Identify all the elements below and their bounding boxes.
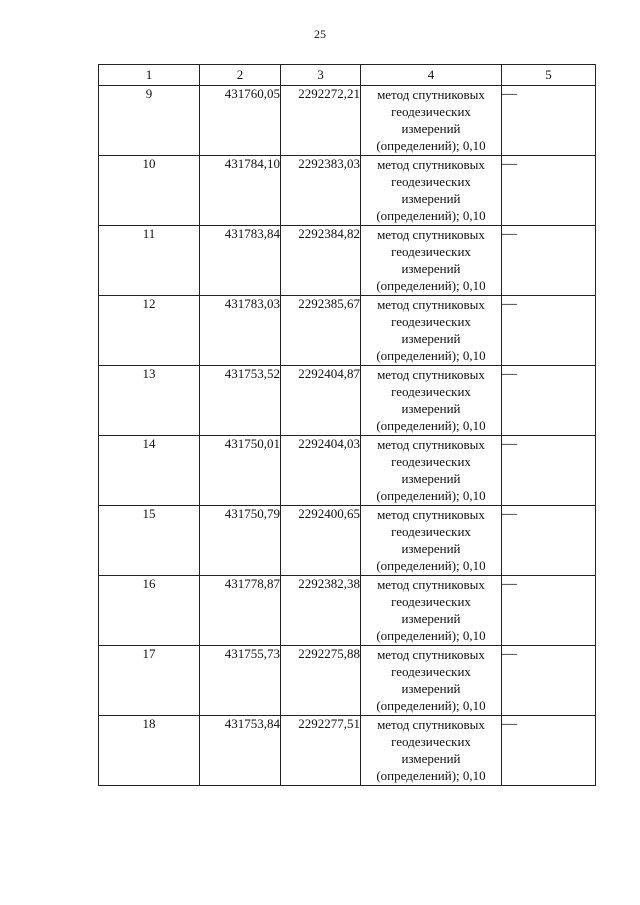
y-coordinate: 2292384,82	[281, 226, 361, 296]
method-line: (определений); 0,10	[376, 488, 486, 503]
y-coordinate: 2292277,51	[281, 716, 361, 786]
x-coordinate: 431755,73	[200, 646, 281, 716]
y-coordinate: 2292385,67	[281, 296, 361, 366]
method-cell	[361, 296, 502, 366]
y-coordinate: 2292383,03	[281, 156, 361, 226]
point-number: 12	[99, 296, 200, 366]
note-dash: —	[502, 646, 596, 716]
method-line: (определений); 0,10	[376, 278, 486, 293]
y-coordinate: 2292400,65	[281, 506, 361, 576]
x-coordinate: 431750,01	[200, 436, 281, 506]
method-cell	[361, 576, 502, 646]
method-line: метод спутниковых	[377, 157, 485, 172]
y-coordinate: 2292275,88	[281, 646, 361, 716]
table-row	[99, 576, 596, 646]
x-coordinate: 431783,84	[200, 226, 281, 296]
table-row	[99, 366, 596, 436]
point-number: 10	[99, 156, 200, 226]
note-dash: —	[502, 226, 596, 296]
method-line: (определений); 0,10	[376, 628, 486, 643]
method-line: измерений	[401, 331, 461, 346]
table-row	[99, 506, 596, 576]
table-row	[99, 156, 596, 226]
table-row	[99, 646, 596, 716]
x-coordinate: 431750,79	[200, 506, 281, 576]
note-dash: —	[502, 506, 596, 576]
point-number: 9	[99, 86, 200, 156]
point-number: 13	[99, 366, 200, 436]
y-coordinate: 2292404,03	[281, 436, 361, 506]
x-coordinate: 431783,03	[200, 296, 281, 366]
table-row	[99, 716, 596, 786]
x-coordinate: 431778,87	[200, 576, 281, 646]
method-line: (определений); 0,10	[376, 558, 486, 573]
method-line: измерений	[401, 751, 461, 766]
method-cell	[361, 226, 502, 296]
method-line: (определений); 0,10	[376, 418, 486, 433]
method-line: измерений	[401, 681, 461, 696]
point-number: 16	[99, 576, 200, 646]
point-number: 15	[99, 506, 200, 576]
method-line: геодезических	[391, 244, 471, 259]
point-number: 18	[99, 716, 200, 786]
x-coordinate: 431784,10	[200, 156, 281, 226]
x-coordinate: 431760,05	[200, 86, 281, 156]
table-header-row	[99, 65, 596, 86]
method-line: метод спутниковых	[377, 647, 485, 662]
method-cell	[361, 646, 502, 716]
table-row	[99, 296, 596, 366]
method-cell	[361, 156, 502, 226]
y-coordinate: 2292404,87	[281, 366, 361, 436]
method-cell	[361, 366, 502, 436]
method-line: метод спутниковых	[377, 507, 485, 522]
method-line: измерений	[401, 191, 461, 206]
method-cell	[361, 506, 502, 576]
method-line: метод спутниковых	[377, 577, 485, 592]
header-col-1: 1	[99, 65, 200, 86]
method-cell	[361, 716, 502, 786]
page-number: 25	[314, 27, 326, 41]
method-line: метод спутниковых	[377, 297, 485, 312]
note-dash: —	[502, 366, 596, 436]
method-line: геодезических	[391, 104, 471, 119]
point-number: 17	[99, 646, 200, 716]
method-line: геодезических	[391, 174, 471, 189]
method-line: метод спутниковых	[377, 87, 485, 102]
method-cell	[361, 436, 502, 506]
method-line: метод спутниковых	[377, 437, 485, 452]
method-line: метод спутниковых	[377, 367, 485, 382]
method-line: (определений); 0,10	[376, 138, 486, 153]
header-col-3: 3	[281, 65, 361, 86]
method-line: (определений); 0,10	[376, 348, 486, 363]
note-dash: —	[502, 156, 596, 226]
method-line: измерений	[401, 611, 461, 626]
y-coordinate: 2292382,38	[281, 576, 361, 646]
method-line: измерений	[401, 541, 461, 556]
note-dash: —	[502, 296, 596, 366]
method-line: геодезических	[391, 664, 471, 679]
table-row	[99, 86, 596, 156]
table-row	[99, 226, 596, 296]
x-coordinate: 431753,84	[200, 716, 281, 786]
method-line: измерений	[401, 401, 461, 416]
method-line: геодезических	[391, 384, 471, 399]
x-coordinate: 431753,52	[200, 366, 281, 436]
note-dash: —	[502, 436, 596, 506]
coordinates-table	[98, 64, 596, 786]
method-line: геодезических	[391, 454, 471, 469]
header-col-2: 2	[200, 65, 281, 86]
header-col-5: 5	[502, 65, 596, 86]
method-line: метод спутниковых	[377, 227, 485, 242]
point-number: 11	[99, 226, 200, 296]
method-line: (определений); 0,10	[376, 698, 486, 713]
note-dash: —	[502, 86, 596, 156]
point-number: 14	[99, 436, 200, 506]
table-row	[99, 436, 596, 506]
note-dash: —	[502, 716, 596, 786]
method-line: (определений); 0,10	[376, 208, 486, 223]
y-coordinate: 2292272,21	[281, 86, 361, 156]
method-line: измерений	[401, 121, 461, 136]
table-body	[99, 86, 596, 786]
method-line: измерений	[401, 471, 461, 486]
method-line: геодезических	[391, 734, 471, 749]
note-dash: —	[502, 576, 596, 646]
method-line: геодезических	[391, 314, 471, 329]
method-cell	[361, 86, 502, 156]
method-line: геодезических	[391, 594, 471, 609]
method-line: геодезических	[391, 524, 471, 539]
method-line: (определений); 0,10	[376, 768, 486, 783]
header-col-4: 4	[361, 65, 502, 86]
method-line: метод спутниковых	[377, 717, 485, 732]
method-line: измерений	[401, 261, 461, 276]
